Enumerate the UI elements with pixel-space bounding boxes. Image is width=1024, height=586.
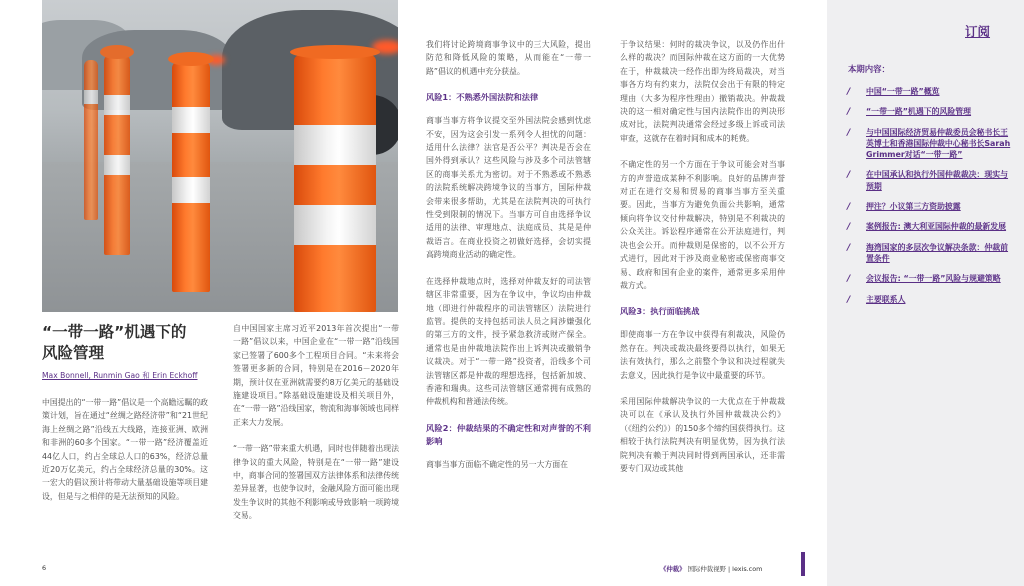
section-heading-risk-1: 风险1：不熟悉外国法院和法律 [426,92,539,103]
toc-list [846,86,1012,314]
traffic-cone [294,55,376,312]
text-column-2 [233,322,399,536]
toc-item[interactable]: / 中国“一带一路”概览 [847,87,940,97]
page-number: 6 [42,564,47,572]
toc-item[interactable]: / 主要联系人 [847,294,906,305]
slash-bullet-icon: / [847,107,851,118]
article-title-line: 风险管理 [42,344,105,362]
text-column-3 [426,38,591,484]
paragraph: 在选择仲裁地点时，选择对仲裁友好的司法管辖区非常重要，因为在争议中，争议均由仲裁地（即进行仲裁程序的司法管辖区）法院进行监管。提供的支持包括司法人员之间涉嫌强化的第三方的文件，授予紧急救济或财产保全。通常也是由仲裁地法院作出上诉判决或撤销争议裁决。对于“一带一路”投资者，沿线多个司法管辖区都是仲裁的理想选择，包括新加坡、香港和瑞典。这些司法管辖区通常拥有成熟的仲裁机构和普通法传统。 [426,276,591,407]
footer-brand-name: 《仲裁》 [660,565,686,573]
paragraph: 我们将讨论跨境商事争议中的三大风险，提出防范和降低风险的策略，从而能在“一带一路”倡议的机遇中充分获益。 [426,40,591,76]
paragraph: 中国提出的“一带一路”倡议是一个高瞻远瞩的政策计划，旨在通过“丝绸之路经济带”和“21世纪海上丝绸之路”沿线五大线路，连接亚洲、欧洲和非洲的60多个国家。“一带一路”经济覆盖近44亿人口，约占全球总人口的63%，经济总量近20万亿美元，约占全球经济总量的30%。这一宏大的倡议预计将带动大量基础设施等项目建设，但是与之相伴的是无法预知的风险。 [42,398,208,501]
paragraph: 不确定性的另一个方面在于争议可能会对当事方的声誉造成某种不利影响。良好的品牌声誉对正在进行交易和贸易的商事当事方至关重要。因此，当事方为避免负面公共影响，通常倾向将争议交付仲裁解决，特别是不利裁决的公众关注。诉讼程序通常在公开法庭进行，判决也会公开。而仲裁则是保密的，以不公开方式进行，因此对于涉及商业秘密或保密商事交易、政府和国有企业的案件，通常更多采用仲裁方式。 [620,160,785,290]
article-title-line: “一带一路”机遇下的 [42,323,187,341]
paragraph: 自中国国家主席习近平2013年首次提出“一带一路”倡议以来，中国企业在“一带一路”沿线国家已签署了600多个工程项目合同。“未来将会签署更多新的合同，特别是在2016－2020年期，预计仅在亚洲就需要约8万亿美元的基础设施建设项目。”除基础设施建设及相关项目外，在“一带一路”沿线国家，物流和海事领域也同样正来大力发展。 [233,324,399,427]
traffic-cone [104,55,130,255]
footer-brand [660,564,762,573]
paragraph: “一带一路”带来重大机遇，同时也伴随着出现法律争议的重大风险，特别是在“一带一路”建设中，商事合同的签署国双方法律体系和法律传统差异显著，也使争议时，金融风险方面可能出现发生争议时的其他不利影响或导致影响一项跨境交易。 [233,444,399,521]
article-title [42,322,222,364]
toc-title: 本期内容： [848,64,890,74]
section-heading-risk-2: 风险2：仲裁结果的不确定性和对声誉的不利影响 [426,422,591,446]
article-authors[interactable]: Max Bonnell, Runmin Gao 和 Erin Eckhoff [42,371,198,380]
slash-bullet-icon: / [847,202,851,213]
traffic-cone [84,60,98,220]
slash-bullet-icon: / [847,127,851,138]
paragraph: 商事当事方将争议提交至外国法院会感到忧虑不安，因为这会引发一系列令人担忧的问题：适用什么法律？法官是否公平？判决是否会在国外得到承认？这些风险与涉及多个司法管辖区的商事关系尤为密切。对于不熟悉或不熟悉的法院系统解决跨境争议的当事方，国际仲裁会带来很多帮助，尤其是在法院判决的可执行性受到限制的情况下。当事方可自由选择争议适用的法律、审理地点、法庭成员、其是是仲裁语言。在商业投资之初做好选择，会切实提高跨境商业活动的确定性。 [426,116,591,260]
toc-item[interactable]: / 与中国国际经济贸易仲裁委员会秘书长王英博士和香港国际仲裁中心秘书长Sarah Grimmer对话“一带一路” [847,127,1011,160]
subscribe-link[interactable]: 订阅 [965,24,991,39]
paragraph: 即使商事一方在争议中获得有利裁决，风险仍然存在。判决或裁决最终要得以执行，如果无法有效执行，那么之前整个争议和决过程就失去意义，因此执行是争议中最重要的环节。 [620,330,785,380]
footer-divider [801,552,805,576]
traffic-cone [172,62,210,292]
slash-bullet-icon: / [847,222,851,233]
slash-bullet-icon: / [847,274,851,285]
toc-item[interactable]: / “一带一路”机遇下的风险管理 [847,107,972,118]
slash-bullet-icon: / [847,170,851,181]
paragraph: 采用国际仲裁解决争议的一大优点在于仲裁裁决可以在《承认及执行外国仲裁裁决公约》（《纽约公约》）的150多个缔约国获得执行。这相较于执行法院判决有明显优势，因为执行法院判决有赖于判决同时得到两国承认，还非需要专门双边或其他 [620,396,785,473]
toc-item[interactable]: / 会议报告: “一带一路”风险与规避策略 [847,274,1001,285]
text-column-1 [42,396,208,516]
toc-item[interactable]: / 海湾国家的多层次争议解决条款：仲裁前置条件 [847,242,1009,263]
footer-text: 国际仲裁视野 | lexis.com [687,565,763,573]
text-column-4 [620,38,785,488]
paragraph: 于争议结果：何时的裁决争议，以及仍作出什么样的裁决？而国际仲裁在这方面的一大优势在于，仲裁裁决一经作出即为终局裁决，对当事各方均有约束力，法院仅会出于有限的特定理由（大多为程序性理由）撤销裁决。仲裁裁决的这一相对确定性与国内法院作出的判决形成对比，法院判决通常会经过多级上诉或司法审查，这就存在着时间和成本的耗费。 [620,40,785,143]
toc-item[interactable]: / 案例报告: 澳大利亚国际仲裁的最新发展 [847,222,1007,233]
slash-bullet-icon: / [847,242,851,253]
section-heading-risk-3: 风险3：执行面临挑战 [620,306,700,317]
paragraph: 商事当事方面临不确定性的另一大方面在 [426,459,569,469]
article-photo-traffic-cones [42,0,398,312]
slash-bullet-icon: / [847,87,851,97]
toc-item[interactable]: / 在中国承认和执行外国仲裁裁决：现实与预期 [847,170,1009,191]
slash-bullet-icon: / [847,294,851,305]
toc-item[interactable]: / 押注？小议第三方资助披露 [847,202,961,213]
